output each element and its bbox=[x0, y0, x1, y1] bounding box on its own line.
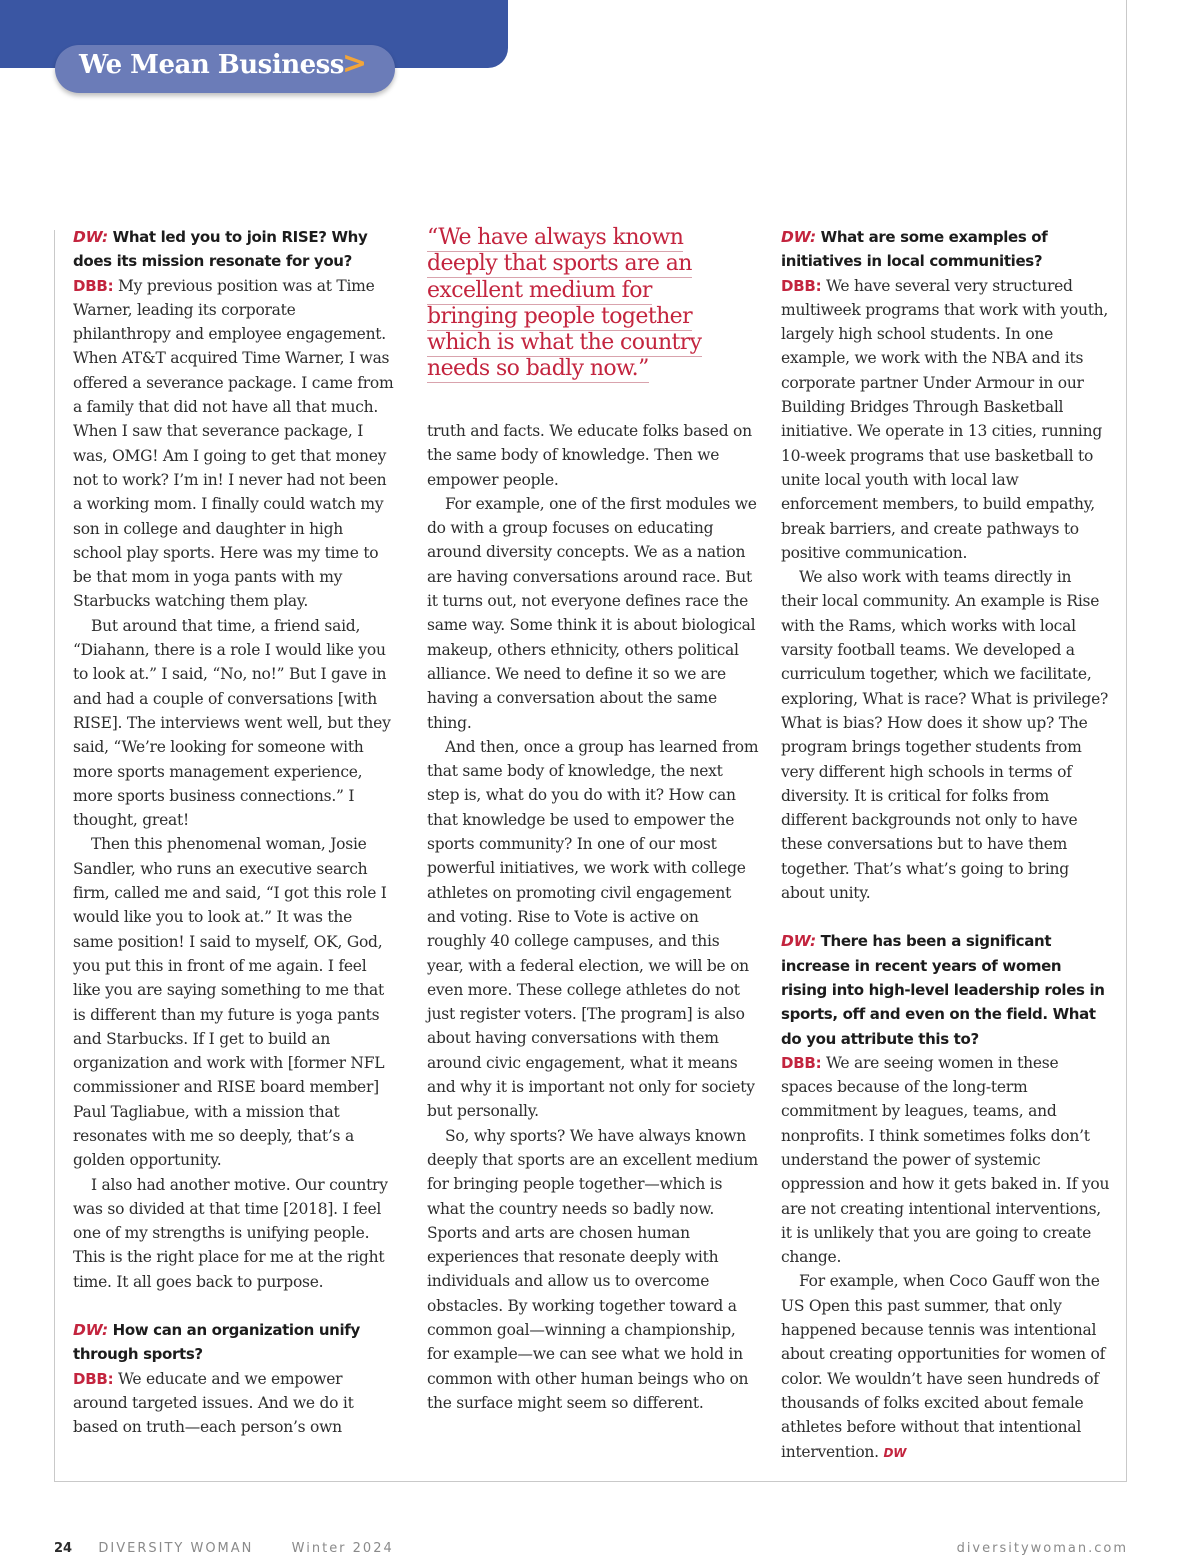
answer-paragraph: I also had another motive. Our country was so divided at that time [2018]. I feel one of my strengths is unifying people. This is the right place for me at the right time. It all goes back to purpose. bbox=[73, 1175, 388, 1291]
question-4 bbox=[781, 929, 1111, 1050]
answer-paragraph: But around that time, a friend said, “Diahann, there is a role I would like you to look at.” I said, “No, no!” But I gave in and had a couple of conversations [with RISE]. The interviews went well, but they said, “We’re looking for someone with more sports management experience, more sports business connections.” I thought, great! bbox=[73, 616, 391, 830]
question-text: There has been a significant increase in recent years of women rising into high-level leadership roles in sports, off and even on the field. What do you attribute this to? bbox=[781, 932, 1105, 1048]
spacer bbox=[781, 905, 1111, 929]
question-3 bbox=[781, 225, 1111, 274]
pull-quote-text: “We have always known deeply that sports are an excellent medium for bringing people together which is what the country needs so badly now.” bbox=[427, 225, 702, 382]
answer-2-paragraph bbox=[73, 1367, 396, 1440]
answer-text: We are seeing women in these spaces because of the long-term commitment by leagues, teams, and nonprofits. I think sometimes folks don’t understand the power of systemic oppression and how it gets baked in. If you are not creating intentional interventions, it is unlikely that you are going to create change. bbox=[781, 1053, 1110, 1267]
answer-text: We educate and we empower around targeted issues. And we do it based on truth—each person’s own bbox=[73, 1369, 354, 1437]
website-link[interactable]: diversitywoman.com bbox=[956, 1541, 1128, 1556]
page-border-left bbox=[54, 230, 55, 1482]
answer-text: For example, when Coco Gauff won the US Open this past summer, that only happened because tennis was intentional about creating opportunities for women of color. We wouldn’t have seen hundreds of thousands of folks excited about female athletes before without that intentional intervention. bbox=[781, 1272, 1106, 1461]
body-paragraph: truth and facts. We educate folks based on the same body of knowledge. Then we empower people. bbox=[427, 422, 752, 489]
answer-text: We have several very structured multiweek programs that work with youth, largely high school students. In one example, we work with the NBA and its corporate partner Under Armour in our Building Bridges Through Basketball initiative. We operate in 13 cities, running 10-week programs that use basketball to unite local youth with local law enforcement members, to build empathy, break barriers, and create pathways to positive communication. bbox=[781, 276, 1109, 562]
question-text: How can an organization unify through sports? bbox=[73, 1321, 360, 1364]
middle-column bbox=[427, 419, 759, 1415]
body-paragraph: For example, one of the first modules we do with a group focuses on educating around diversity concepts. We as a nation are having conversations around race. But it turns out, not everyone defines race the same way. Some think it is about biological makeup, others ethnicity, others political alliance. We need to define it so we are having a conversation about the same thing. bbox=[427, 494, 757, 732]
answer-1-paragraph bbox=[73, 274, 396, 614]
answer-4-paragraph bbox=[781, 1051, 1111, 1270]
question-2 bbox=[73, 1318, 396, 1367]
interviewee-tag: DBB: bbox=[73, 1369, 114, 1388]
body-paragraph: So, why sports? We have always known deeply that sports are an excellent medium for bringing people together—which is what the country needs so badly now. Sports and arts are chosen human experiences that resonate deeply with individuals and allow us to overcome obstacles. By working together toward a common goal—winning a championship, for example—we can see what we hold in common with other human beings who on the surface might seem so different. bbox=[427, 1126, 758, 1412]
answer-3-paragraph bbox=[781, 274, 1111, 566]
interviewer-tag: DW: bbox=[73, 228, 108, 246]
spacer bbox=[73, 1294, 396, 1318]
chevron-right-icon: > bbox=[342, 46, 368, 81]
pull-quote bbox=[427, 225, 727, 383]
page-number: 24 bbox=[54, 1541, 73, 1556]
question-text: What led you to join RISE? Why does its mission resonate for you? bbox=[73, 228, 368, 271]
answer-paragraph bbox=[781, 1269, 1111, 1464]
footer-left bbox=[54, 1541, 394, 1556]
question-text: What are some examples of initiatives in local communities? bbox=[781, 228, 1048, 271]
left-column bbox=[73, 225, 396, 1440]
interviewee-tag: DBB: bbox=[781, 276, 822, 295]
issue-date: Winter 2024 bbox=[291, 1541, 394, 1556]
right-column bbox=[781, 225, 1111, 1465]
question-1 bbox=[73, 225, 396, 274]
interviewee-tag: DBB: bbox=[73, 276, 114, 295]
answer-paragraph: We also work with teams directly in their local community. An example is Rise with the Rams, which works with local varsity football teams. We developed a curriculum together, which we facilitate, exploring, What is race? What is privilege? What is bias? How does it show up? The program brings together students from very different high schools in terms of diversity. It is critical for folks from different backgrounds not only to have these conversations but to have them together. That’s what’s going to bring about unity. bbox=[781, 568, 1109, 903]
magazine-name: DIVERSITY WOMAN bbox=[98, 1541, 254, 1556]
end-mark: DW bbox=[883, 1445, 907, 1460]
interviewer-tag: DW: bbox=[781, 228, 816, 246]
interviewer-tag: DW: bbox=[781, 932, 816, 951]
interviewee-tag: DBB: bbox=[781, 1053, 822, 1072]
page-border-right bbox=[1126, 0, 1127, 1482]
section-title: We Mean Business bbox=[79, 50, 344, 80]
body-paragraph: And then, once a group has learned from that same body of knowledge, the next step is, what do you do with it? How can that knowledge be used to empower the sports community? In one of our most powerful initiatives, we work with college athletes on promoting civil engagement and voting. Rise to Vote is active on roughly 40 college campuses, and this year, with a federal election, we will be on even more. These college athletes do not just register voters. [The program] is also about having conversations with them around civic engagement, what it means and why it is important not only for society but personally. bbox=[427, 737, 759, 1121]
answer-paragraph: Then this phenomenal woman, Josie Sandler, who runs an executive search firm, called me and said, “I got this role I would like you to look at.” It was the same position! I said to myself, OK, God, you put this in front of me again. I feel like you are saying something to me that is different than my future is yoga pants and Starbucks. If I get to build an organization and work with [former NFL commissioner and RISE board member] Paul Tagliabue, with a mission that resonates with me so deeply, that’s a golden opportunity. bbox=[73, 835, 387, 1170]
interviewer-tag: DW: bbox=[73, 1321, 108, 1340]
page-border-bottom bbox=[54, 1481, 1127, 1482]
answer-text: My previous position was at Time Warner, leading its corporate philanthropy and employee engagement. When AT&T acquired Time Warner, I was offered a severance package. I came from a family that did not have all that much. When I saw that severance package, I was, OMG! Am I going to get that money not to work? I’m in! I never had not been a working mom. I finally could watch my son in college and daughter in high school play sports. Here was my time to be that mom in yoga pants with my Starbucks watching them play. bbox=[73, 276, 394, 611]
section-banner[interactable] bbox=[55, 45, 395, 93]
